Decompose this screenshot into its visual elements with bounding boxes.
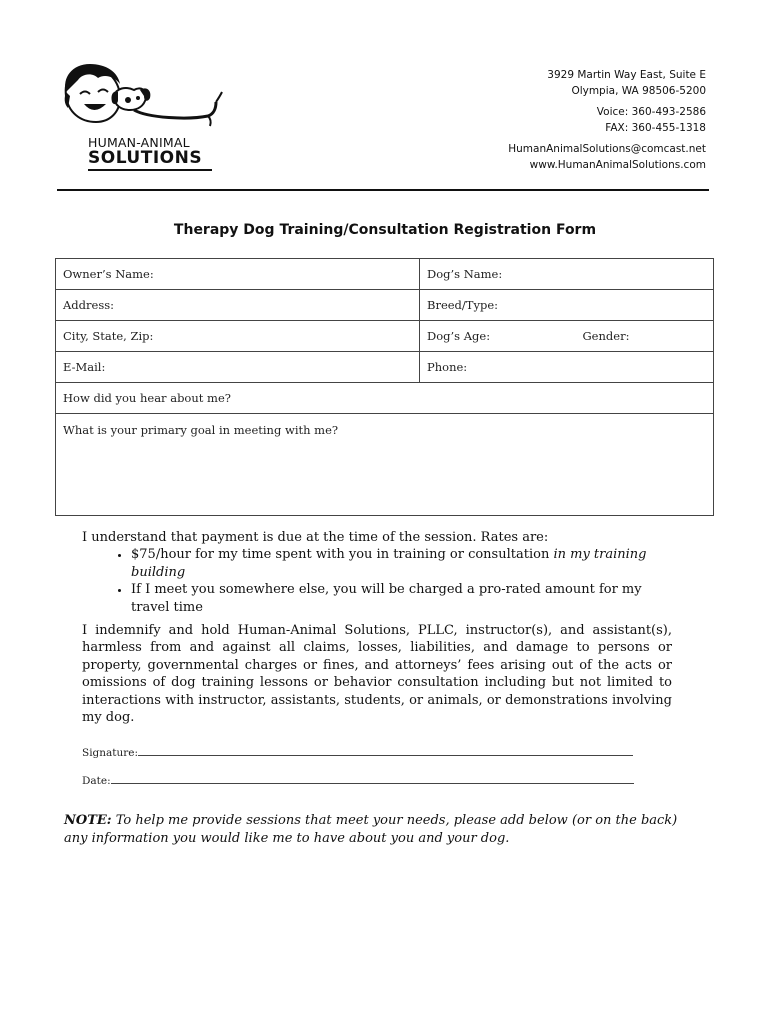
dog-age-gender-field[interactable]: [420, 321, 714, 352]
gender-label: Gender:: [582, 329, 630, 343]
dog-name-field[interactable]: [420, 259, 714, 290]
dog-age-label: Dog’s Age:: [427, 329, 491, 343]
note-label: NOTE:: [64, 813, 112, 828]
rate-item-elsewhere: • If I meet you somewhere else, you will be charged a pro-rated amount for my travel time: [131, 581, 672, 616]
rate-item-building-text: $75/hour for my time spent with you in training or consultation: [131, 547, 554, 563]
breed-field[interactable]: [420, 290, 714, 321]
phone-field[interactable]: [420, 352, 714, 383]
date-line[interactable]: [82, 773, 635, 787]
note-paragraph: [64, 812, 704, 848]
payment-terms: [82, 529, 672, 616]
primary-goal-field[interactable]: [56, 414, 714, 516]
contact-email: HumanAnimalSolutions@comcast.net: [508, 143, 706, 155]
form-title: Therapy Dog Training/Consultation Registration Form: [173, 222, 597, 238]
contact-block: [508, 68, 706, 173]
city-state-zip-label: City, State, Zip:: [63, 329, 154, 343]
signature-line[interactable]: [82, 745, 635, 759]
payment-intro: I understand that payment is due at the time of the session. Rates are:: [82, 530, 549, 545]
registration-table: [55, 258, 714, 516]
email-label: E-Mail:: [63, 360, 106, 374]
fax-number: FAX: 360-455-1318: [605, 121, 706, 134]
logo-line-1: HUMAN-ANIMAL: [88, 135, 190, 150]
logo-line-2: SOLUTIONS: [88, 148, 203, 168]
primary-goal-label: What is your primary goal in meeting with me?: [63, 423, 339, 437]
hear-about-field[interactable]: [56, 383, 714, 414]
logo-underline: [88, 169, 212, 171]
company-logo: [58, 62, 228, 174]
voice-phone: Voice: 360-493-2586: [596, 106, 706, 118]
dog-and-child-logo-icon: [58, 62, 228, 132]
date-label: Date:: [82, 775, 111, 787]
city-state-zip-field[interactable]: [56, 321, 420, 352]
owner-name-field[interactable]: [56, 259, 420, 290]
address-line-2: Olympia, WA 98506-5200: [571, 84, 706, 97]
owner-name-label: Owner’s Name:: [63, 267, 154, 281]
indemnify-paragraph: I indemnify and hold Human-Animal Solutions, PLLC, instructor(s), and assistant(s), harmless from and against all claims, losses, liabilities, and damage to persons or property, governmental charges or fines, and attorneys’ fees arising out of the acts or omissions of dog training lessons or behavior consultation including but not limited to interactions with instructor, assistants, students, or animals, or demonstrations involving my dog.: [82, 623, 672, 726]
rate-item-building: [131, 546, 672, 581]
contact-website: www.HumanAnimalSolutions.com: [529, 158, 706, 171]
address-field[interactable]: [56, 290, 420, 321]
dog-name-label: Dog’s Name:: [427, 267, 503, 281]
rate-item-building-italic: in my training building: [131, 547, 647, 580]
date-blank[interactable]: [111, 773, 634, 784]
signature-label: Signature:: [82, 747, 139, 759]
email-field[interactable]: [56, 352, 420, 383]
signature-blank[interactable]: [138, 745, 633, 756]
hear-about-label: How did you hear about me?: [63, 391, 231, 405]
header-divider: [57, 189, 709, 191]
breed-label: Breed/Type:: [427, 298, 499, 312]
note-text: To help me provide sessions that meet your needs, please add below (or on the back) any information you would like me to have about you and your dog.: [64, 813, 678, 846]
phone-label: Phone:: [427, 360, 468, 374]
address-line-1: 3929 Martin Way East, Suite E: [547, 69, 706, 81]
address-label: Address:: [63, 298, 115, 312]
rates-list: [82, 546, 672, 616]
